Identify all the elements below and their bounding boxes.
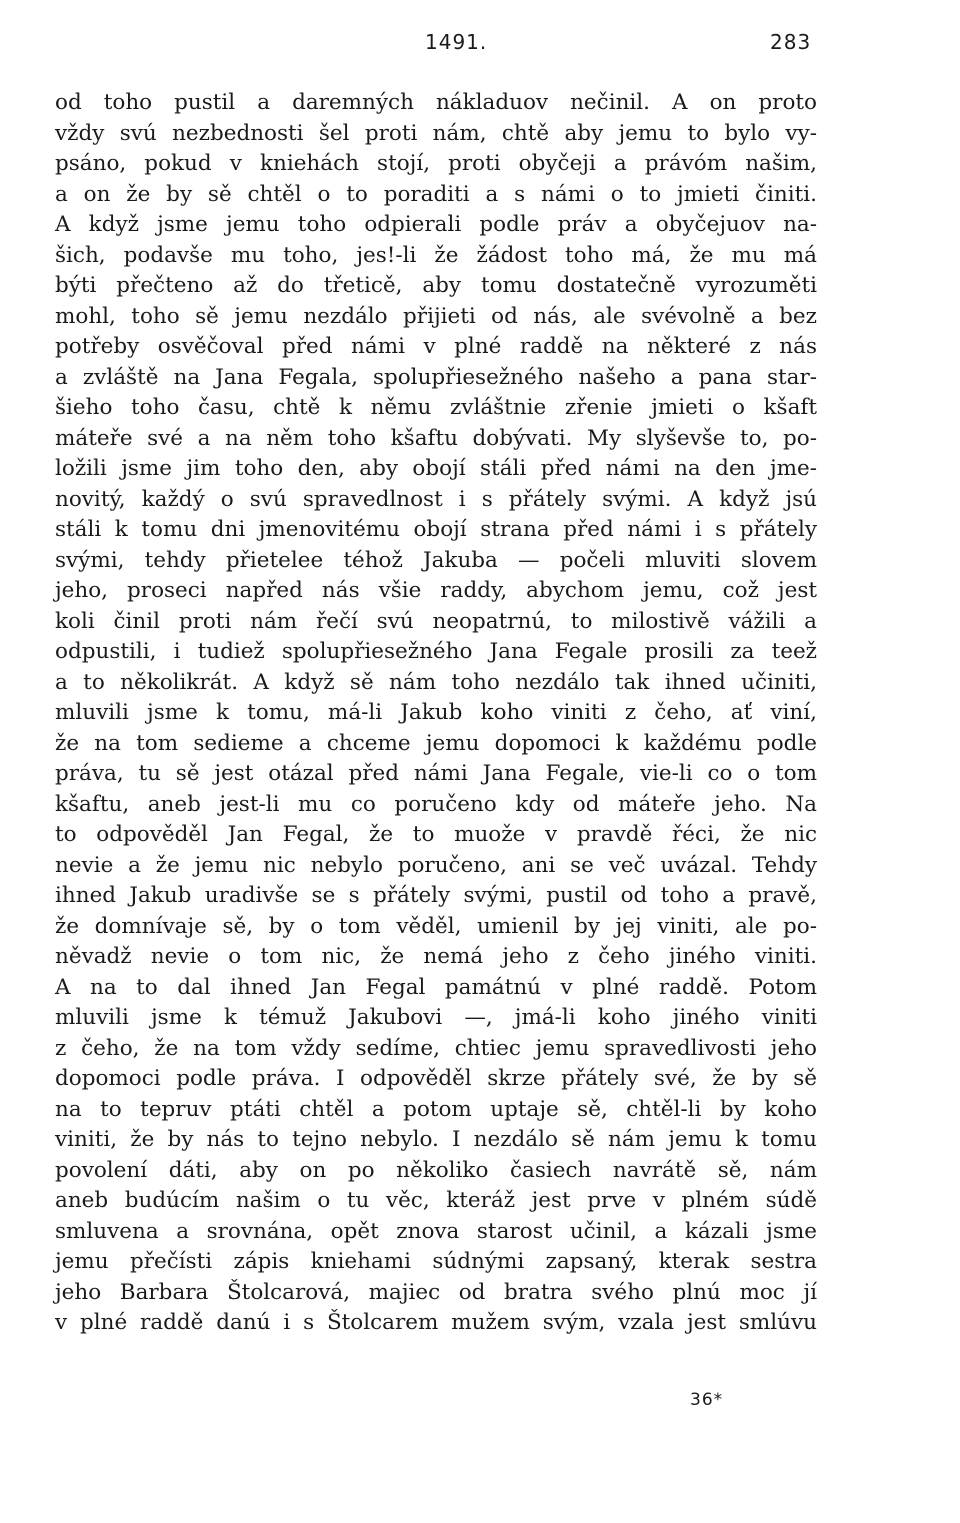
text-line: mluvili jsme k témuž Jakubovi —, jmá-li koho jiného viniti	[55, 1005, 817, 1030]
year-heading: 1491.	[425, 30, 488, 54]
text-line: ložili jsme jim toho den, aby obojí stáli před námi na den jme-	[55, 456, 817, 481]
text-line: že na tom sedieme a chceme jemu dopomoci k každému podle	[55, 730, 817, 756]
text-line: odpustili, i tudiež spolupřiesežného Jana Fegale prosili za teež	[55, 639, 817, 664]
text-line: a zvláště na Jana Fegala, spolupřiesežného našeho a pana star-	[55, 364, 817, 390]
text-line: nevie a že jemu nic nebylo poručeno, ani se več uvázal. Tehdy	[55, 852, 817, 878]
text-line: a to několikrát. A když sě nám toho nezdálo tak ihned učiniti,	[55, 669, 817, 695]
text-line: práva, tu sě jest otázal před námi Jana Fegale, vie-li co o tom	[55, 761, 817, 786]
text-line: na to tepruv ptáti chtěl a potom uptaje sě, chtěl-li by koho	[55, 1096, 817, 1122]
text-line: šieho toho času, chtě k němu zvláštnie zřenie jmieti o kšaft	[55, 395, 817, 420]
text-line: vždy svú nezbednosti šel proti nám, chtě aby jemu to bylo vy-	[55, 120, 817, 146]
text-line: něvadž nevie o tom nic, že nemá jeho z čeho jiného viniti.	[55, 944, 817, 969]
page-header	[0, 30, 960, 60]
text-line: ihned Jakub uradivše se s přátely svými, pustil od toho a pravě,	[55, 883, 817, 908]
text-line: a on že by sě chtěl o to poraditi a s námi o to jmieti činiti.	[55, 181, 817, 207]
body-text	[55, 88, 817, 1339]
text-line: koli činil proti nám řečí svú neopatrnú, to milostivě vážili a	[55, 608, 817, 634]
text-line: smluvena a srovnána, opět znova starost učinil, a kázali jsme	[55, 1218, 817, 1244]
text-line: že domnívaje sě, by o tom věděl, umienil by jej viniti, ale po-	[55, 913, 817, 939]
signature-mark: 36*	[690, 1390, 724, 1410]
text-line: dopomoci podle práva. I odpověděl skrze přátely své, že by sě	[55, 1066, 817, 1091]
text-line: v plné raddě danú i s Štolcarem mužem svým, vzala jest smlúvu	[55, 1310, 817, 1335]
text-line: aneb budúcím našim o tu věc, kteráž jest prve v plném súdě	[55, 1188, 817, 1213]
text-line: A když jsme jemu toho odpierali podle práv a obyčejuov na-	[55, 212, 817, 237]
text-line: to odpověděl Jan Fegal, že to muože v pravdě řéci, že nic	[55, 822, 817, 847]
text-line: viniti, že by nás to tejno nebylo. I nezdálo sě nám jemu k tomu	[55, 1127, 817, 1152]
text-line: jeho Barbara Štolcarová, majiec od bratra svého plnú moc jí	[55, 1279, 817, 1305]
text-line: býti přečteno až do třeticě, aby tomu dostatečně vyrozuměti	[55, 273, 817, 298]
page-number: 283	[770, 30, 812, 54]
text-line: stáli k tomu dni jmenovitému obojí strana před námi i s přátely	[55, 517, 817, 542]
text-line: povolení dáti, aby on po několiko časiech navrátě sě, nám	[55, 1157, 817, 1183]
text-line: svými, tehdy přietelee téhož Jakuba — počeli mluviti slovem	[55, 547, 817, 573]
text-line: potřeby osvěčoval před námi v plné raddě na některé z nás	[55, 334, 817, 359]
text-line: mluvili jsme k tomu, má-li Jakub koho viniti z čeho, ať viní,	[55, 700, 817, 725]
text-line: z čeho, že na tom vždy sedíme, chtiec jemu spravedlivosti jeho	[55, 1035, 817, 1061]
text-line: mohl, toho sě jemu nezdálo přijieti od nás, ale svévolně a bez	[55, 303, 817, 329]
text-line: šich, podavše mu toho, jes!-li že žádost toho má, že mu má	[55, 242, 817, 268]
text-line: máteře své a na něm toho kšaftu dobývati. My slyševše to, po-	[55, 425, 817, 451]
text-line: psáno, pokud v kniehách stojí, proti obyčeji a právóm našim,	[55, 151, 817, 176]
text-line: jemu přečísti zápis kniehami súdnými zapsaný, kterak sestra	[55, 1249, 817, 1274]
text-line: kšaftu, aneb jest-li mu co poručeno kdy od máteře jeho. Na	[55, 791, 817, 817]
text-line: novitý, každý o svú spravedlnost i s přátely svými. A když jsú	[55, 486, 817, 512]
text-line: jeho, proseci napřed nás všie raddy, abychom jemu, což jest	[55, 578, 817, 603]
text-line: od toho pustil a daremných nákladuov nečinil. A on proto	[55, 90, 817, 115]
text-line: A na to dal ihned Jan Fegal památnú v plné raddě. Potom	[55, 974, 817, 1000]
